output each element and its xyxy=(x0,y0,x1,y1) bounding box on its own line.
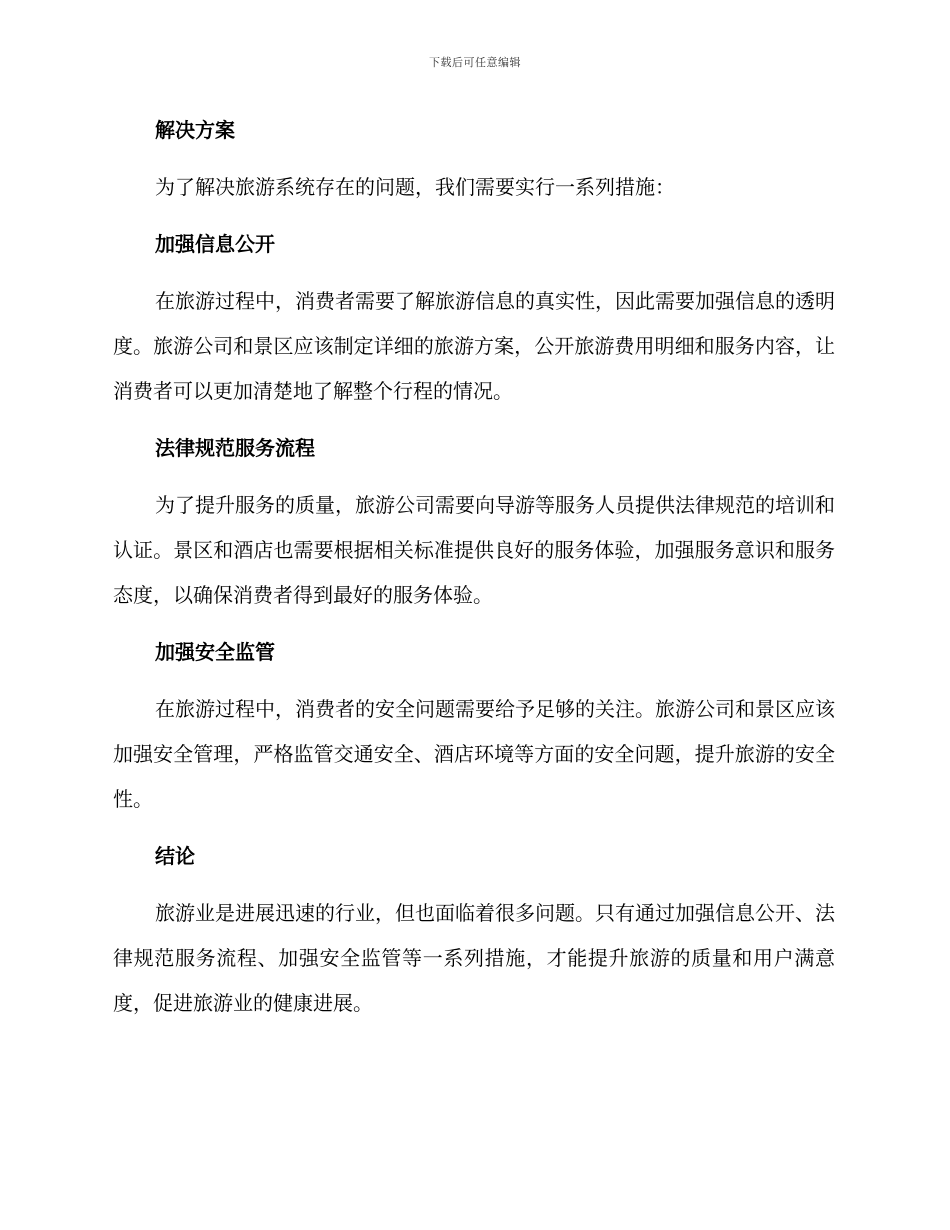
heading-solution: 解决方案 xyxy=(155,118,235,142)
paragraph-conclusion: 旅游业是进展迅速的行业，但也面临着很多问题。只有通过加强信息公开、法律规范服务流程、加强安全监管等一系列措施，才能提升旅游的质量和用户满意度，促进旅游业的健康进展。 xyxy=(113,901,835,1015)
heading-conclusion: 结论 xyxy=(155,844,195,868)
document-body xyxy=(113,108,835,1038)
paragraph-service-process: 为了提升服务的质量，旅游公司需要向导游等服务人员提供法律规范的培训和认证。景区和酒店也需要根据相关标准提供良好的服务体验，加强服务意识和服务态度，以确保消费者得到最好的服务体验。 xyxy=(113,493,835,607)
heading-service-process: 法律规范服务流程 xyxy=(155,436,315,460)
paragraph-info-disclosure: 在旅游过程中，消费者需要了解旅游信息的真实性，因此需要加强信息的透明度。旅游公司和景区应该制定详细的旅游方案，公开旅游费用明细和服务内容，让消费者可以更加清楚地了解整个行程的情况。 xyxy=(113,289,835,403)
heading-safety: 加强安全监管 xyxy=(155,640,275,664)
heading-info-disclosure: 加强信息公开 xyxy=(155,232,275,256)
page-header-note: 下载后可任意编辑 xyxy=(429,56,521,69)
paragraph-intro: 为了解决旅游系统存在的问题，我们需要实行一系列措施： xyxy=(155,175,675,199)
paragraph-safety: 在旅游过程中，消费者的安全问题需要给予足够的关注。旅游公司和景区应该加强安全管理，严格监管交通安全、酒店环境等方面的安全问题，提升旅游的安全性。 xyxy=(113,697,835,811)
